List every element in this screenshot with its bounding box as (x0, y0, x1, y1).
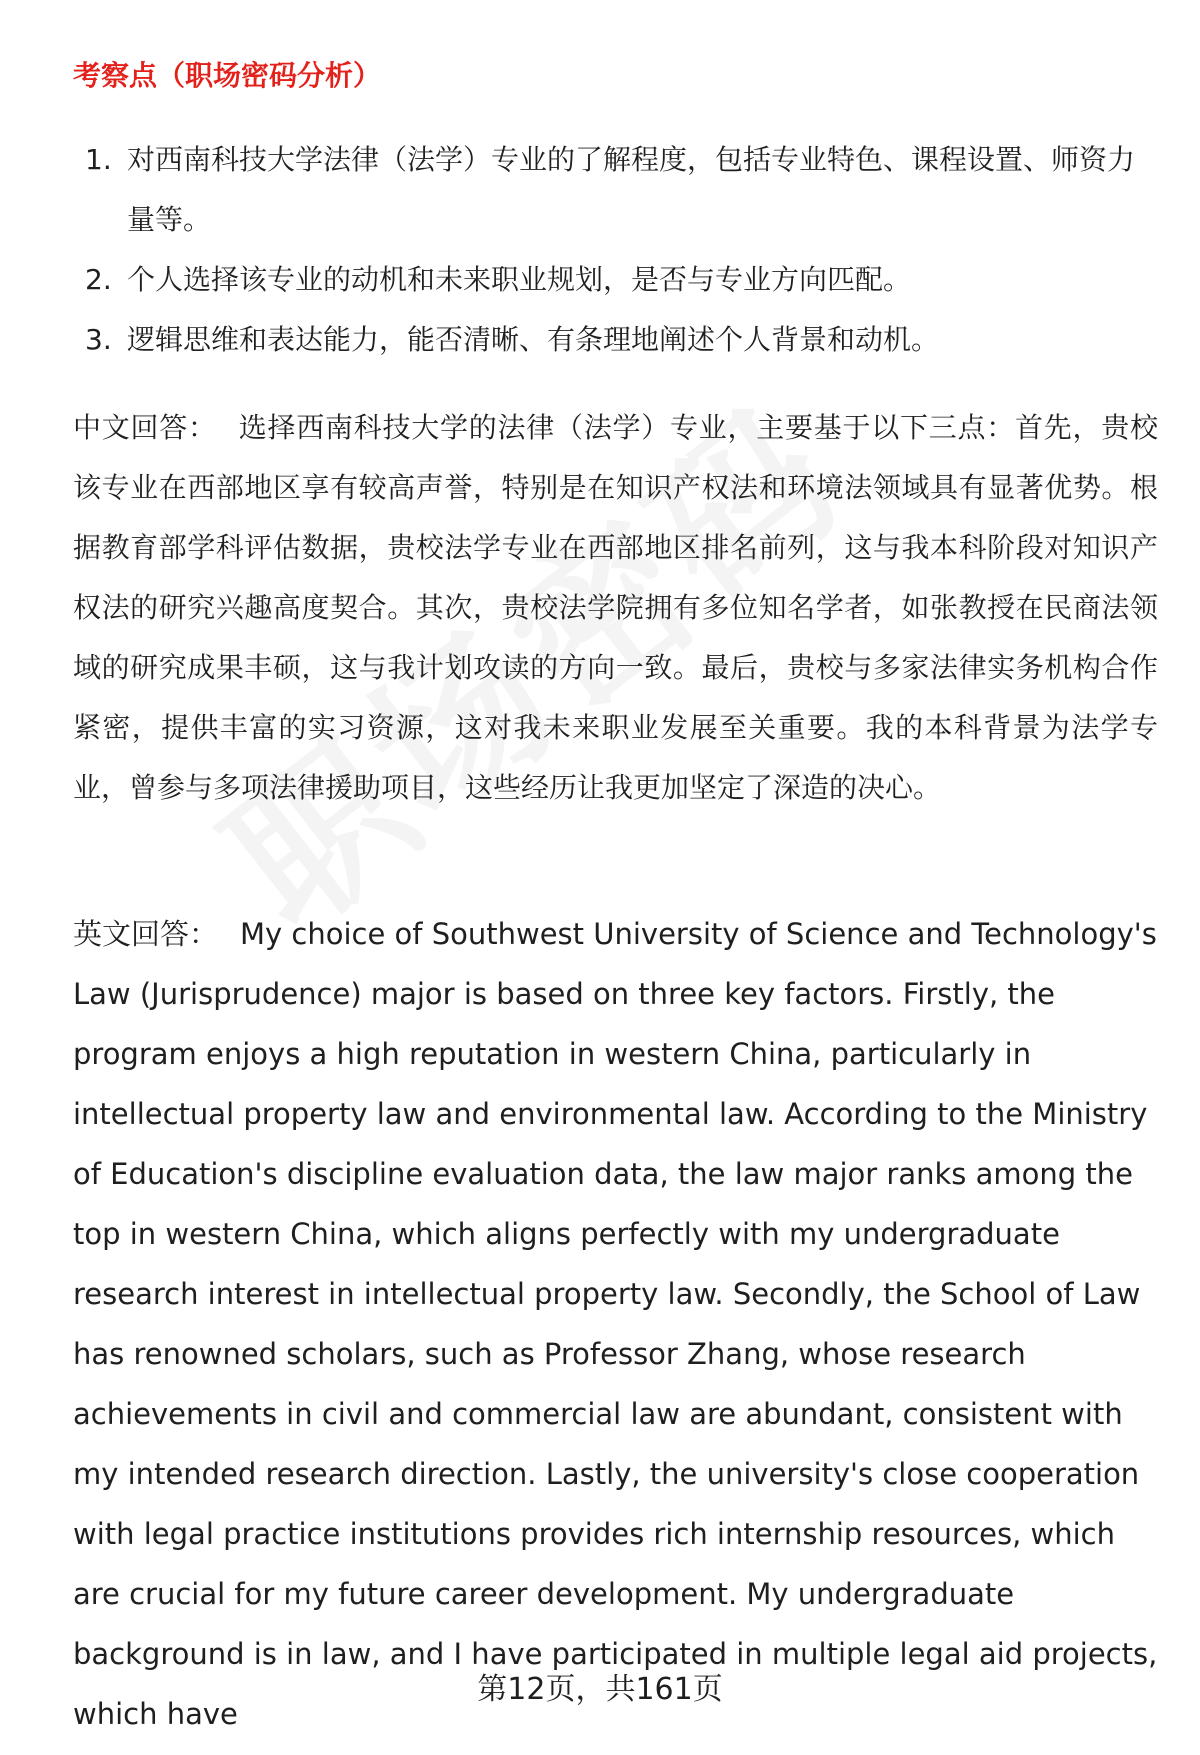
english-answer-label: 英文回答： (73, 917, 219, 951)
assessment-points-list (73, 130, 1153, 370)
list-item (73, 310, 1153, 370)
page-number-footer: 第12页，共161页 (477, 1672, 723, 1707)
list-item-number: 3. (85, 323, 112, 356)
english-answer-text: My choice of Southwest University of Science and Technology's Law (Jurisprudence) major is based on three key factors. Firstly, the program enjoys a high reputation in western China, particularly in intellectual property law and environmental law. According to the Ministry of Education's discipline evaluation data, the law major ranks among the top in western China, which aligns perfectly with my undergraduate research interest in intellectual property law. Secondly, the School of Law has renowned scholars, such as Professor Zhang, whose research achievements in civil and commercial law are abundant, consistent with my intended research direction. Lastly, the university's close cooperation with legal practice institutions provides rich internship resources, which are crucial for my future career development. My undergraduate background is in law, and I have participated in multiple legal aid projects, which have (73, 917, 1158, 1731)
list-item-number: 2. (85, 263, 112, 296)
chinese-answer-label: 中文回答： (73, 411, 217, 444)
chinese-answer-paragraph (73, 398, 1158, 818)
chinese-answer-text: 选择西南科技大学的法律（法学）专业，主要基于以下三点：首先，贵校该专业在西部地区享有较高声誉，特别是在知识产权法和环境法领域具有显著优势。根据教育部学科评估数据，贵校法学专业在西部地区排名前列，这与我本科阶段对知识产权法的研究兴趣高度契合。其次，贵校法学院拥有多位知名学者，如张教授在民商法领域的研究成果丰硕，这与我计划攻读的方向一致。最后，贵校与多家法律实务机构合作紧密，提供丰富的实习资源，这对我未来职业发展至关重要。我的本科背景为法学专业，曾参与多项法律援助项目，这些经历让我更加坚定了深造的决心。 (73, 411, 1158, 804)
list-item-number: 1. (85, 143, 112, 176)
list-item-text: 对西南科技大学法律（法学）专业的了解程度，包括专业特色、课程设置、师资力量等。 (127, 143, 1136, 236)
list-item (73, 130, 1153, 250)
english-answer-paragraph (73, 904, 1158, 1744)
list-item-text: 个人选择该专业的动机和未来职业规划，是否与专业方向匹配。 (127, 263, 912, 296)
list-item (73, 250, 1153, 310)
list-item-text: 逻辑思维和表达能力，能否清晰、有条理地阐述个人背景和动机。 (127, 323, 940, 356)
section-heading: 考察点（职场密码分析） (73, 59, 382, 92)
